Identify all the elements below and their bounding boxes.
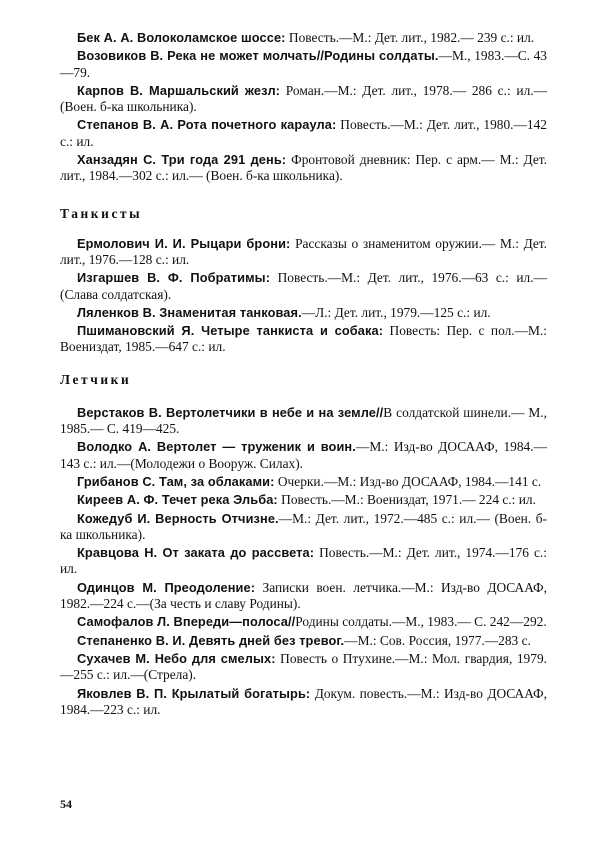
entry-author-title: Возовиков В. Река не может молчать//Родины солдаты. — [77, 48, 439, 64]
entry-author-title: Володко А. Вертолет — труженик и воин. — [77, 439, 356, 455]
page-number: 54 — [60, 797, 72, 811]
entry-author-title: Ляленков В. Знаменитая танковая. — [77, 304, 302, 320]
pilots-entries — [60, 405, 547, 718]
bibliography-entry — [60, 439, 547, 472]
entry-publication: В солдатской шинели.— М., 1985.— С. 419—425. — [60, 404, 547, 437]
entry-publication: Повесть.—М.: Дет. лит., 1982.— 239 с.: ил. — [288, 30, 535, 45]
document-page — [60, 30, 547, 720]
section-title-tankists: Танкисты — [60, 205, 143, 221]
tankists-entries — [60, 236, 547, 356]
entry-author-title: Ханзадян С. Три года 291 день: — [77, 152, 287, 168]
bibliography-entry — [60, 236, 547, 269]
bibliography-entry — [60, 545, 547, 578]
bibliography-entry — [60, 48, 547, 81]
bibliography-entry — [60, 30, 547, 46]
entry-publication: —Л.: Дет. лит., 1979.—125 с.: ил. — [301, 304, 491, 320]
entry-author-title: Кожедуб И. Верность Отчизне. — [77, 510, 279, 526]
entry-author-title: Яковлев В. П. Крылатый богатырь: — [77, 685, 311, 701]
entry-publication: —М.: Изд-во ДОСААФ, 1984.—143 с.: ил.—(Молодежи о Вооруж. Силах). — [60, 439, 547, 471]
bibliography-entry — [60, 117, 547, 150]
entry-publication: Фронтовой дневник: Пер. с арм.— М.: Дет. лит., 1984.—302 с.: ил.— (Воен. б-ка школьника). — [60, 152, 547, 184]
bibliography-entry — [60, 270, 547, 303]
entry-author-title: Самофалов Л. Впереди—полоса// — [77, 614, 296, 630]
entry-publication: Повесть.—М.: Дет. лит., 1974.—176 с.: ил. — [60, 545, 547, 577]
entry-publication: Рассказы о знаменитом оружии.— М.: Дет. лит., 1976.—128 с.: ил. — [60, 235, 547, 267]
bibliography-entry — [60, 474, 547, 490]
entry-publication: Повесть.—М.: Дет. лит., 1976.—63 с.: ил.—(Слава солдатская). — [60, 270, 547, 302]
bibliography-entry — [60, 614, 547, 630]
entry-publication: —М.: Сов. Россия, 1977.—283 с. — [344, 632, 531, 648]
entry-author-title: Степаненко В. И. Девять дней без тревог. — [77, 632, 345, 648]
bibliography-entry — [60, 651, 547, 684]
entry-publication: Повесть: Пер. с пол.—М.: Воениздат, 1985.—647 с.: ил. — [60, 323, 548, 355]
entry-publication: Повесть.—М.: Воениздат, 1971.— 224 с.: ил. — [281, 492, 536, 508]
bibliography-entry — [60, 492, 547, 508]
entry-author-title: Одинцов М. Преодоление: — [77, 579, 256, 595]
bibliography-entry — [60, 83, 547, 116]
entry-author-title: Кравцова Н. От заката до рассвета: — [77, 545, 315, 561]
entry-publication: Родины солдаты.—М., 1983.— С. 242—292. — [295, 614, 547, 630]
bibliography-entry — [60, 580, 547, 613]
entry-author-title: Ермолович И. И. Рыцари брони: — [77, 235, 291, 251]
bibliography-entry — [60, 633, 547, 649]
bibliography-entry — [60, 323, 547, 356]
entry-author-title: Грибанов С. Там, за облаками: — [77, 473, 275, 489]
bibliography-entry — [60, 152, 547, 185]
bibliography-entry — [60, 305, 547, 321]
entry-author-title: Сухачев М. Небо для смелых: — [77, 650, 276, 666]
bibliography-entry — [60, 511, 547, 544]
bibliography-entry — [60, 405, 547, 438]
entry-publication: Записки воен. летчика.—М.: Изд-во ДОСААФ, 1982.—224 с.—(За честь и славу Родины). — [60, 579, 547, 612]
section-title-pilots: Летчики — [60, 371, 132, 387]
entry-author-title: Киреев А. Ф. Течет река Эльба: — [77, 492, 278, 508]
entry-publication: Очерки.—М.: Изд-во ДОСААФ, 1984.—141 с. — [277, 473, 542, 489]
entry-publication: —М.: Дет. лит., 1972.—485 с.: ил.— (Воен. б-ка школьника). — [60, 510, 547, 542]
entry-author-title: Пшимановский Я. Четыре танкиста и собака: — [77, 323, 384, 339]
entry-author-title: Степанов В. А. Рота почетного караула: — [77, 117, 337, 133]
entry-author-title: Верстаков В. Вертолетчики в небе и на земле// — [77, 404, 384, 420]
entry-author-title: Изгаршев В. Ф. Побратимы: — [77, 270, 271, 286]
entry-author-title: Карпов В. Маршальский жезл: — [77, 82, 281, 98]
entry-publication: —М., 1983.—С. 43—79. — [60, 48, 547, 80]
entry-publication: Докум. повесть.—М.: Изд-во ДОСААФ, 1984.—223 с.: ил. — [60, 685, 547, 717]
entry-publication: Роман.—М.: Дет. лит., 1978.— 286 с.: ил.—(Воен. б-ка школьника). — [60, 82, 547, 115]
entry-author-title: Бек А. А. Волоколамское шоссе: — [77, 30, 286, 45]
intro-entries — [60, 30, 547, 185]
entry-publication: Повесть.—М.: Дет. лит., 1980.—142 с.: ил. — [60, 117, 547, 149]
entry-publication: Повесть о Птухине.—М.: Мол. гвардия, 1979.—255 с.: ил.—(Стрела). — [60, 650, 547, 683]
bibliography-entry — [60, 686, 547, 719]
